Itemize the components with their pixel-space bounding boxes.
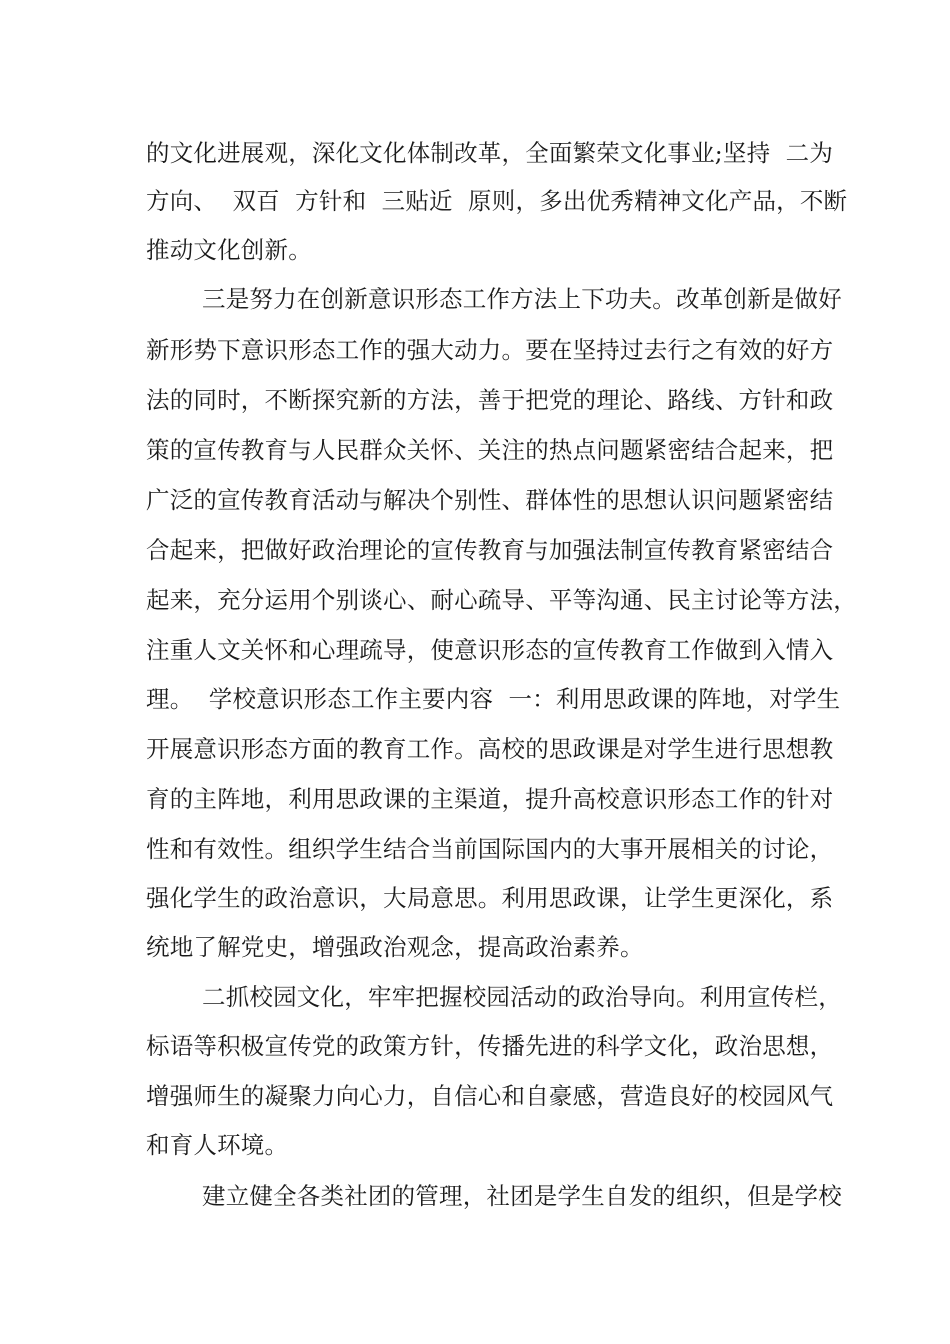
- text-line: 增强师生的凝聚力向心力，自信心和自豪感，营造良好的校园风气: [146, 1082, 834, 1110]
- paragraph-start-line: 三是努力在创新意识形态工作方法上下功夫。改革创新是做好: [202, 285, 842, 313]
- text-line: 方向、 双百 方针和 三贴近 原则，多出优秀精神文化产品，不断: [146, 187, 848, 215]
- text-line: 标语等积极宣传党的政策方针，传播先进的科学文化，政治思想，: [146, 1032, 834, 1060]
- text-line: 和育人环境。: [146, 1131, 289, 1159]
- text-line: 开展意识形态方面的教育工作。高校的思政课是对学生进行思想教: [146, 735, 834, 763]
- text-line: 注重人文关怀和心理疏导，使意识形态的宣传教育工作做到入情入: [146, 636, 834, 664]
- text-line: 广泛的宣传教育活动与解决个别性、群体性的思想认识问题紧密结: [146, 486, 834, 514]
- text-line: 合起来，把做好政治理论的宣传教育与加强法制宣传教育紧密结合: [146, 536, 834, 564]
- text-line: 理。 学校意识形态工作主要内容 一：利用思政课的阵地，对学生: [146, 685, 841, 713]
- text-line: 性和有效性。组织学生结合当前国际国内的大事开展相关的讨论，: [146, 835, 834, 863]
- text-line: 的文化进展观，深化文化体制改革，全面繁荣文化事业;坚持 二为: [146, 139, 834, 167]
- text-line: 强化学生的政治意识，大局意思。利用思政课，让学生更深化，系: [146, 884, 834, 912]
- text-line: 起来，充分运用个别谈心、耐心疏导、平等沟通、民主讨论等方法，: [146, 586, 857, 614]
- text-line: 策的宣传教育与人民群众关怀、关注的热点问题紧密结合起来，把: [146, 436, 834, 464]
- text-line: 育的主阵地，利用思政课的主渠道，提升高校意识形态工作的针对: [146, 785, 834, 813]
- paragraph-start-line: 建立健全各类社团的管理，社团是学生自发的组织，但是学校: [202, 1182, 842, 1210]
- text-line: 推动文化创新。: [146, 236, 312, 264]
- text-line: 法的同时，不断探究新的方法，善于把党的理论、路线、方针和政: [146, 386, 834, 414]
- text-line: 新形势下意识形态工作的强大动力。要在坚持过去行之有效的好方: [146, 336, 834, 364]
- text-line: 统地了解党史，增强政治观念，提高政治素养。: [146, 933, 644, 961]
- paragraph-start-line: 二抓校园文化，牢牢把握校园活动的政治导向。利用宣传栏，: [202, 983, 842, 1011]
